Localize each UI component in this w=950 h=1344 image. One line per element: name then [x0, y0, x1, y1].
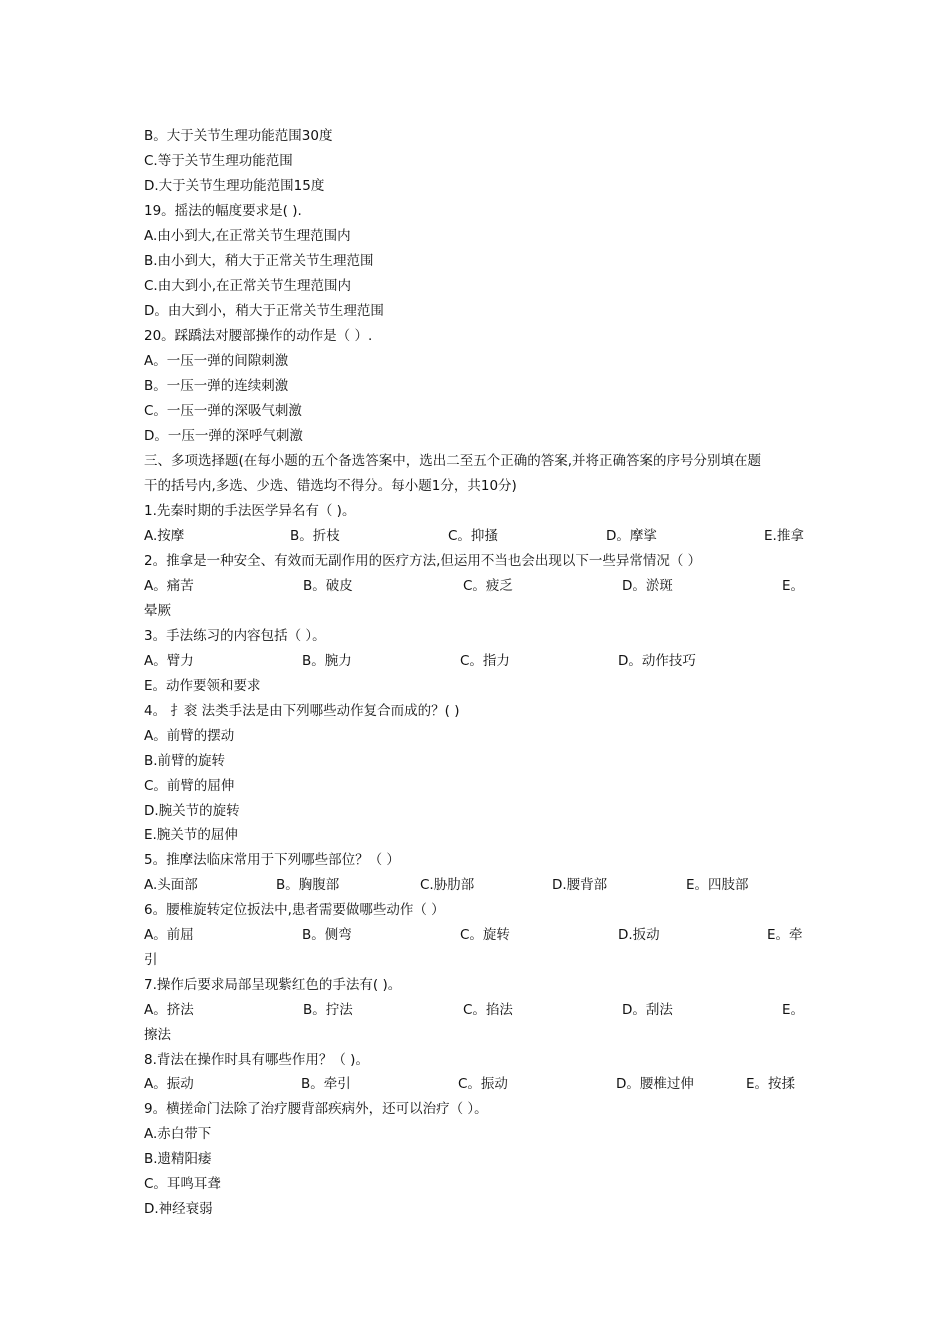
option-e-cont: 引 [144, 952, 158, 968]
option-c: C。振动 [458, 1076, 508, 1092]
option-d: D。摩挲 [606, 528, 657, 544]
option-a: A。臂力 [144, 653, 194, 669]
option-a: A。前屈 [144, 927, 194, 943]
option-b: B。牵引 [301, 1076, 351, 1092]
option-line: D。一压一弹的深呼气刺激 [144, 428, 303, 444]
option-d: D。腰椎过伸 [616, 1076, 694, 1092]
option-b: B。折枝 [290, 528, 340, 544]
option-line: D。由大到小，稍大于正常关节生理范围 [144, 303, 384, 319]
option-e: E。 [782, 578, 805, 594]
option-line: B。一压一弹的连续刺激 [144, 378, 289, 394]
option-a: A。前臂的摆动 [144, 728, 235, 744]
option-c: C。抑搔 [448, 528, 498, 544]
question-3: 3。手法练习的内容包括（ ）。 [144, 628, 326, 644]
section-heading-cont: 干的括号内,多选、少选、错选均不得分。每小题1分，共10分) [144, 478, 517, 494]
question-8: 8.背法在操作时具有哪些作用？（ )。 [144, 1052, 369, 1068]
option-line: C。一压一弹的深吸气刺激 [144, 403, 302, 419]
option-b: B.遗精阳痿 [144, 1151, 212, 1167]
option-line: C.由大到小,在正常关节生理范围内 [144, 278, 352, 294]
option-c: C。指力 [460, 653, 510, 669]
option-d: D.腰背部 [552, 877, 608, 893]
option-b: B。破皮 [303, 578, 353, 594]
option-c: C。疲乏 [463, 578, 513, 594]
option-a: A.头面部 [144, 877, 198, 893]
question-5: 5。推摩法临床常用于下列哪些部位？（ ） [144, 852, 400, 868]
question-2: 2。推拿是一种安全、有效而无副作用的医疗方法,但运用不当也会出现以下一些异常情况（ ） [144, 553, 702, 569]
option-a: A。痛苦 [144, 578, 194, 594]
option-a: A。振动 [144, 1076, 194, 1092]
option-c: C.胁肋部 [420, 877, 475, 893]
option-e: E。四肢部 [686, 877, 749, 893]
option-c: C。耳鸣耳聋 [144, 1176, 221, 1192]
option-e: E。牵 [767, 927, 803, 943]
option-b: B。拧法 [303, 1002, 353, 1018]
question-4: 4。 扌衮 法类手法是由下列哪些动作复合而成的？( ) [144, 703, 460, 719]
option-d: D。动作技巧 [618, 653, 696, 669]
option-c: C。旋转 [460, 927, 510, 943]
question-9: 9。横搓命门法除了治疗腰背部疾病外，还可以治疗（ ）。 [144, 1101, 488, 1117]
option-line: B。大于关节生理功能范围30度 [144, 128, 333, 144]
option-line: B.由小到大，稍大于正常关节生理范围 [144, 253, 374, 269]
section-heading: 三、多项选择题(在每小题的五个备选答案中，选出二至五个正确的答案,并将正确答案的序号分别填在题 [144, 453, 762, 469]
option-d: D.腕关节的旋转 [144, 803, 240, 819]
option-line: A.由小到大,在正常关节生理范围内 [144, 228, 351, 244]
option-e: E.推拿 [764, 528, 804, 544]
option-a: A.赤白带下 [144, 1126, 212, 1142]
question-19: 19。摇法的幅度要求是( ). [144, 203, 302, 219]
option-b: B.前臂的旋转 [144, 753, 226, 769]
option-c: C。前臂的屈伸 [144, 778, 235, 794]
option-d: D.神经衰弱 [144, 1201, 213, 1217]
question-6: 6。腰椎旋转定位扳法中,患者需要做哪些动作（ ） [144, 902, 445, 918]
option-e-cont: 晕厥 [144, 603, 171, 619]
option-e: E。按揉 [746, 1076, 796, 1092]
question-20: 20。踩蹻法对腰部操作的动作是（ ）. [144, 328, 373, 344]
option-d: D。刮法 [622, 1002, 673, 1018]
option-line: D.大于关节生理功能范围15度 [144, 178, 325, 194]
option-line: A。一压一弹的间隙刺激 [144, 353, 289, 369]
option-e: E.腕关节的屈伸 [144, 827, 238, 843]
question-1: 1.先秦时期的手法医学异名有（ )。 [144, 503, 356, 519]
option-a: A.按摩 [144, 528, 185, 544]
option-b: B。腕力 [302, 653, 352, 669]
option-e-cont: 擦法 [144, 1027, 171, 1043]
option-d: D。淤斑 [622, 578, 673, 594]
option-b: B。侧弯 [302, 927, 352, 943]
option-e: E。动作要领和要求 [144, 678, 261, 694]
option-d: D.扳动 [618, 927, 660, 943]
option-b: B。胸腹部 [276, 877, 340, 893]
option-a: A。挤法 [144, 1002, 194, 1018]
option-e: E。 [782, 1002, 805, 1018]
question-7: 7.操作后要求局部呈现紫红色的手法有( )。 [144, 977, 402, 993]
option-line: C.等于关节生理功能范围 [144, 153, 293, 169]
option-c: C。掐法 [463, 1002, 513, 1018]
